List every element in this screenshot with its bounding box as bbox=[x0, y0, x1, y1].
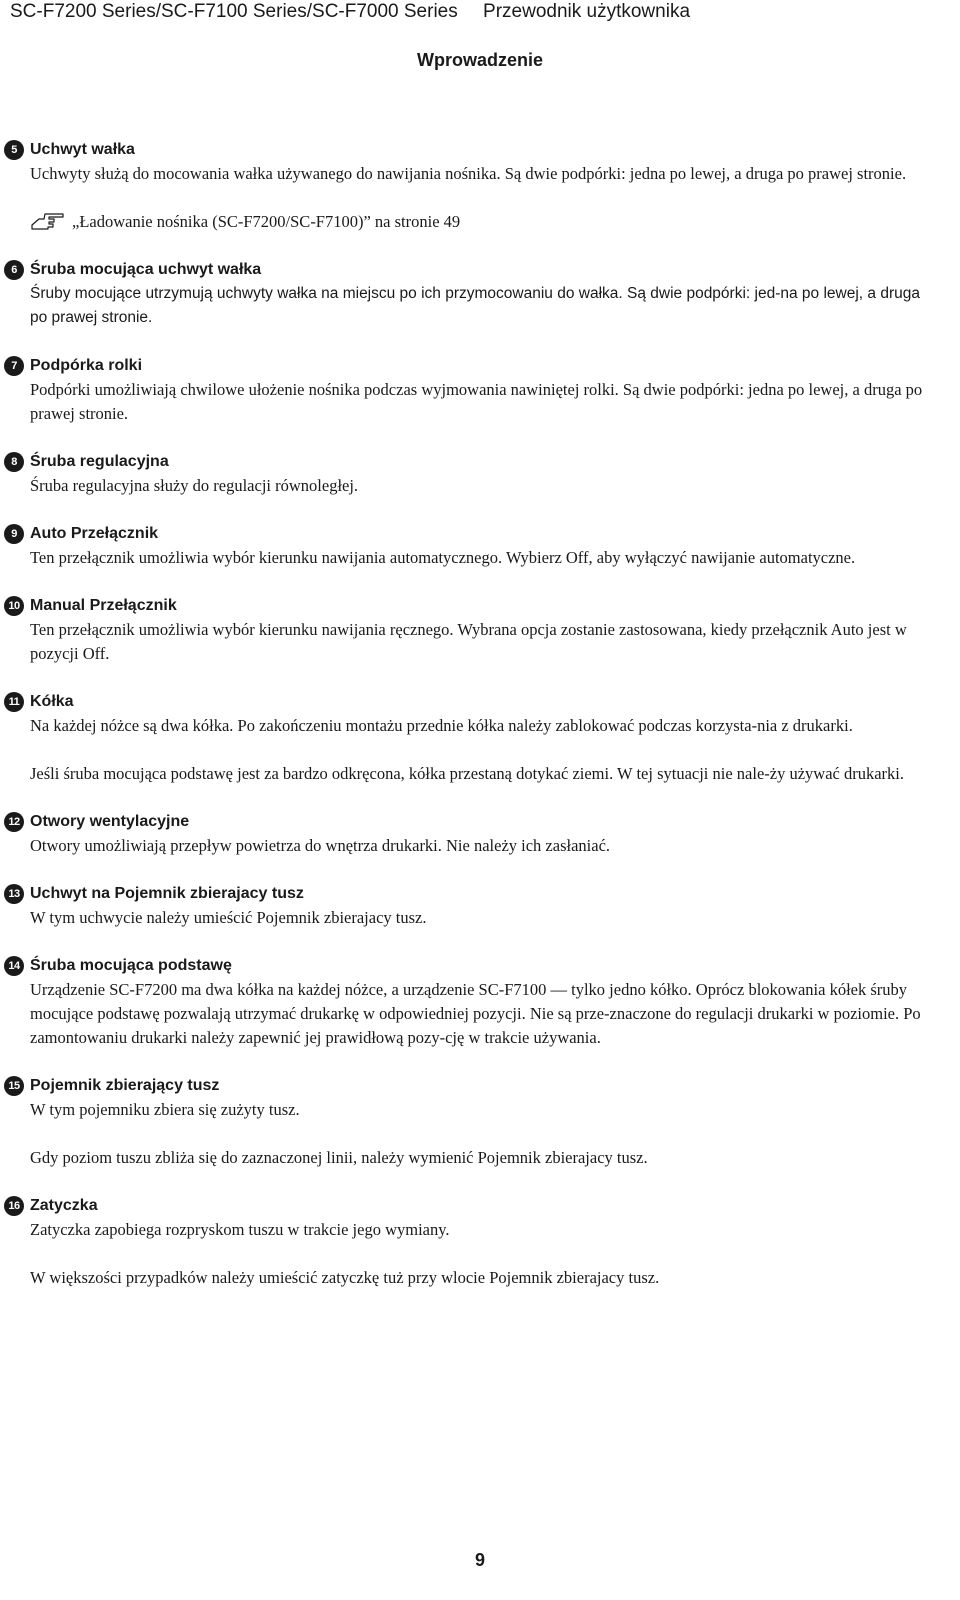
list-item-16 bbox=[0, 1194, 940, 1290]
item-title: Pojemnik zbierający tusz bbox=[30, 1077, 220, 1094]
item-title: Zatyczka bbox=[30, 1197, 98, 1214]
item-description: W tym uchwycie należy umieścić Pojemnik zbierajacy tusz. bbox=[30, 908, 427, 927]
list-item-7 bbox=[0, 354, 940, 426]
list-item-9 bbox=[0, 522, 940, 570]
item-description: Podpórki umożliwiają chwilowe ułożenie nośnika podczas wyjmowania nawiniętej rolki. Są dwie podpórki: jedna po lewej, a druga po prawej stronie. bbox=[30, 380, 923, 423]
item-list bbox=[0, 138, 960, 1290]
item-title: Śruba mocująca uchwyt wałka bbox=[30, 261, 262, 278]
reference-link-text[interactable]: „Ładowanie nośnika (SC-F7200/SC-F7100)” na stronie 49 bbox=[72, 212, 461, 231]
number-badge: 10 bbox=[4, 596, 24, 616]
item-title: Otwory wentylacyjne bbox=[30, 813, 190, 830]
number-badge: 12 bbox=[4, 812, 24, 832]
item-title: Kółka bbox=[30, 693, 74, 710]
list-item-10 bbox=[0, 594, 940, 666]
number-badge: 7 bbox=[4, 356, 24, 376]
page-header bbox=[10, 0, 690, 24]
item-description: Otwory umożliwiają przepływ powietrza do wnętrza drukarki. Nie należy ich zasłaniać. bbox=[30, 836, 611, 855]
number-badge: 5 bbox=[4, 140, 24, 160]
item-description: Uchwyty służą do mocowania wałka używanego do nawijania nośnika. Są dwie podpórki: jedna po lewej, a druga po prawej stronie. bbox=[30, 164, 907, 183]
number-badge: 14 bbox=[4, 956, 24, 976]
number-badge: 9 bbox=[4, 524, 24, 544]
item-note: Gdy poziom tuszu zbliża się do zaznaczonej linii, należy wymienić Pojemnik zbierajacy tusz. bbox=[30, 1148, 648, 1167]
item-description: Ten przełącznik umożliwia wybór kierunku nawijania automatycznego. Wybierz Off, aby wyłączyć nawijanie automatyczne. bbox=[30, 548, 856, 567]
item-description: W tym pojemniku zbiera się zużyty tusz. bbox=[30, 1100, 300, 1119]
item-description: Śruby mocujące utrzymują uchwyty wałka na miejscu po ich przymocowaniu do wałka. Są dwie podpórki: jed-na po lewej, a druga po prawej stronie. bbox=[30, 285, 920, 326]
number-badge: 16 bbox=[4, 1196, 24, 1216]
item-description: Zatyczka zapobiega rozpryskom tuszu w trakcie jego wymiany. bbox=[30, 1220, 450, 1239]
list-item-14 bbox=[0, 954, 940, 1050]
number-badge: 15 bbox=[4, 1076, 24, 1096]
item-title: Śruba regulacyjna bbox=[30, 453, 169, 470]
list-item-5 bbox=[0, 138, 940, 234]
list-item-13 bbox=[0, 882, 940, 930]
list-item-15 bbox=[0, 1074, 940, 1170]
cross-reference-link[interactable] bbox=[30, 210, 940, 234]
item-note: Jeśli śruba mocująca podstawę jest za bardzo odkręcona, kółka przestaną dotykać ziemi. W tej sytuacji nie nale-ży używać drukarki. bbox=[30, 764, 905, 783]
number-badge: 11 bbox=[4, 692, 24, 712]
item-title: Śruba mocująca podstawę bbox=[30, 957, 232, 974]
product-name: SC-F7200 Series/SC-F7100 Series/SC-F7000 Series bbox=[10, 1, 458, 22]
item-title: Uchwyt wałka bbox=[30, 141, 135, 158]
item-title: Uchwyt na Pojemnik zbierajacy tusz bbox=[30, 885, 304, 902]
item-description: Ten przełącznik umożliwia wybór kierunku nawijania ręcznego. Wybrana opcja zostanie zastosowana, kiedy przełącznik Auto jest w pozycji Off. bbox=[30, 620, 907, 663]
item-description: Na każdej nóżce są dwa kółka. Po zakończeniu montażu przednie kółka należy zablokować podczas korzysta-nia z drukarki. bbox=[30, 716, 853, 735]
item-title: Podpórka rolki bbox=[30, 357, 143, 374]
number-badge: 6 bbox=[4, 260, 24, 280]
list-item-12 bbox=[0, 810, 940, 858]
page-number: 9 bbox=[474, 1550, 485, 1570]
guide-title: Przewodnik użytkownika bbox=[483, 1, 691, 22]
list-item-6 bbox=[0, 258, 940, 330]
list-item-8 bbox=[0, 450, 940, 498]
item-description: Śruba regulacyjna służy do regulacji równoległej. bbox=[30, 476, 359, 495]
list-item-11 bbox=[0, 690, 940, 786]
item-note: W większości przypadków należy umieścić zatyczkę tuż przy wlocie Pojemnik zbierajacy tusz. bbox=[30, 1268, 660, 1287]
number-badge: 13 bbox=[4, 884, 24, 904]
pointing-hand-icon bbox=[30, 211, 66, 233]
item-title: Manual Przełącznik bbox=[30, 597, 177, 614]
section-title: Wprowadzenie bbox=[416, 50, 543, 70]
item-title: Auto Przełącznik bbox=[30, 525, 159, 542]
number-badge: 8 bbox=[4, 452, 24, 472]
item-description: Urządzenie SC-F7200 ma dwa kółka na każdej nóżce, a urządzenie SC-F7100 — tylko jedno kółko. Oprócz blokowania kółek śruby mocujące podstawę pozwalają utrzymać drukarkę w odpowiedniej pozycji. Nie są prze-znaczone do regulacji drukarki w poziomie. Po zamontowaniu drukarki należy zapewnić jej prawidłową pozy-cję w trakcie używania. bbox=[30, 980, 921, 1047]
